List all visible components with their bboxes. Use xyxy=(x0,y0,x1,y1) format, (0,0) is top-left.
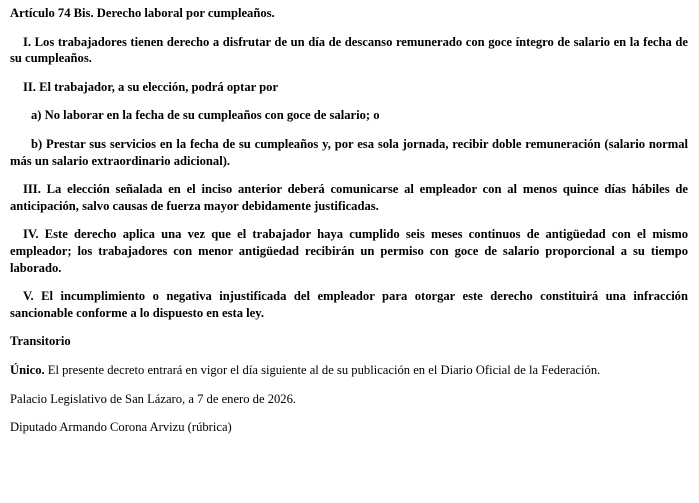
transitory-body-text: El presente decreto entrará en vigor el día siguiente al de su publicación en el Diario Oficial de la Federación. xyxy=(44,362,601,377)
signature-line: Diputado Armando Corona Arvizu (rúbrica) xyxy=(10,420,232,435)
fraction-iv: IV. Este derecho aplica una vez que el trabajador haya cumplido seis meses continuos de antigüedad con el mismo empleador; los trabajadores con menor antigüedad recibirán un permiso con goce de salario proporcional a su tiempo laborado. xyxy=(10,227,688,275)
fraction-v: V. El incumplimiento o negativa injustificada del empleador para otorgar este derecho constituirá una infracción sancionable conforme a lo dispuesto en esta ley. xyxy=(10,289,688,320)
article-title: Artículo 74 Bis. Derecho laboral por cumpleaños. xyxy=(10,6,275,20)
subitem-b: b) Prestar sus servicios en la fecha de su cumpleaños y, por esa sola jornada, recibir doble remuneración (salario normal más un salario extraordinario adicional). xyxy=(10,136,688,168)
place-and-date: Palacio Legislativo de San Lázaro, a 7 de enero de 2026. xyxy=(10,391,297,406)
transitory-heading: Transitorio xyxy=(10,334,71,349)
fraction-iii: III. La elección señalada en el inciso anterior deberá comunicarse al empleador con al menos quince días hábiles de anticipación, salvo causas de fuerza mayor debidamente justificadas. xyxy=(10,182,688,213)
subitem-a: a) No laborar en la fecha de su cumpleaños con goce de salario; o xyxy=(31,108,380,123)
transitory-lead-label: Único. xyxy=(10,362,45,377)
fraction-i: I. Los trabajadores tienen derecho a disfrutar de un día de descanso remunerado con goce íntegro de salario en la fecha de su cumpleaños. xyxy=(10,34,688,66)
transitory-paragraph xyxy=(10,362,688,379)
fraction-ii: II. El trabajador, a su elección, podrá optar por xyxy=(23,79,279,94)
